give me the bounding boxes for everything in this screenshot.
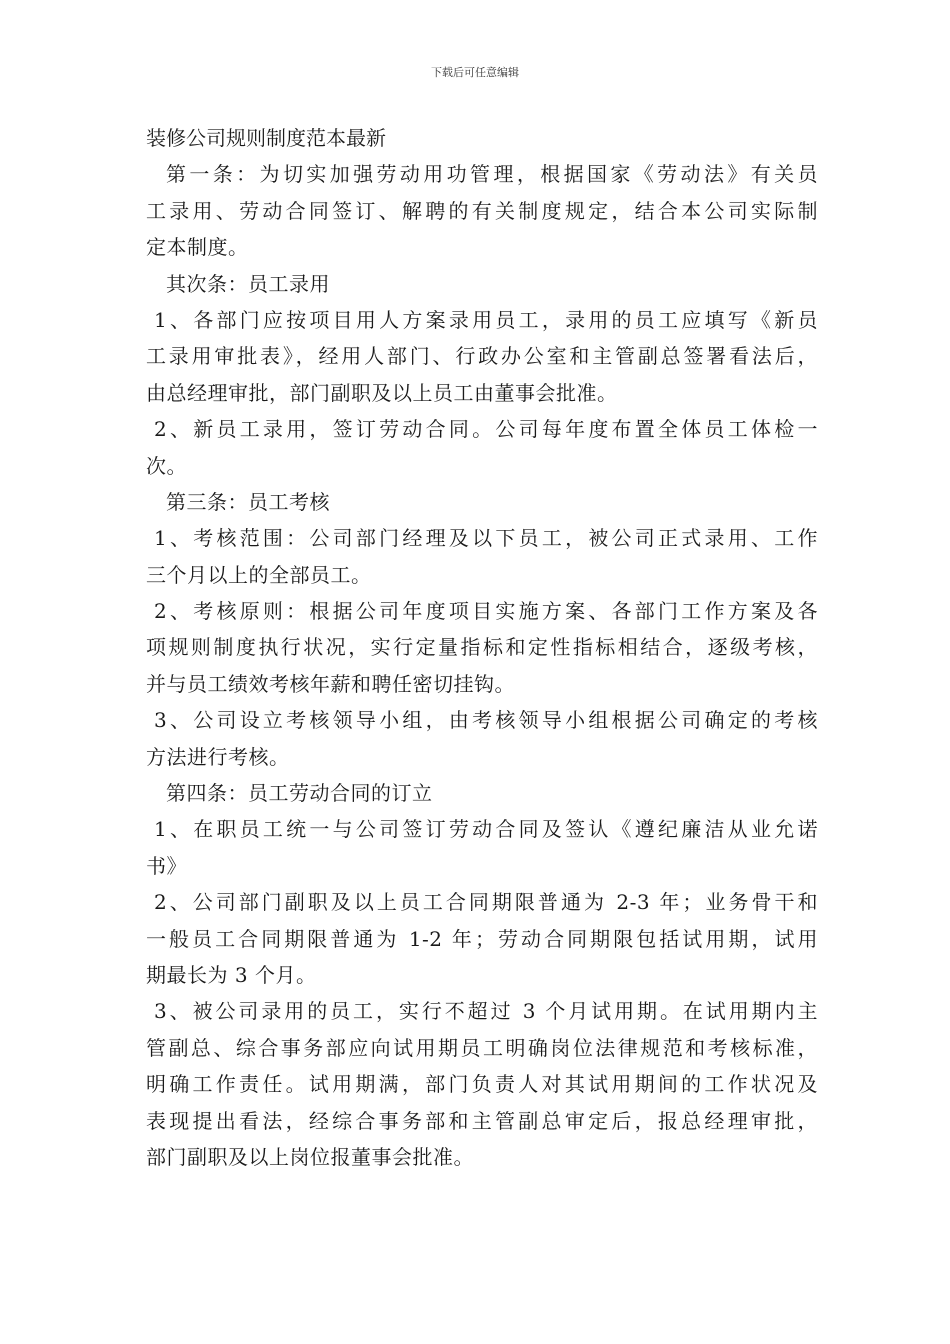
paragraph-line: 其次条：员工录用 (166, 271, 330, 296)
paragraph-line: 第四条：员工劳动合同的订立 (166, 781, 433, 806)
paragraph-line: 明确工作责任。试用期满，部门负责人对其试用期间的工作状况及 (146, 1072, 818, 1097)
document-body (146, 120, 818, 1175)
paragraph-line: 3、被公司录用的员工，实行不超过 3 个月试用期。在试用期内主 (154, 999, 818, 1024)
paragraph-line: 第三条：员工考核 (166, 489, 330, 514)
page-header-note: 下载后可任意编辑 (431, 66, 519, 79)
paragraph-line: 第一条：为切实加强劳动用功管理，根据国家《劳动法》有关员 (166, 162, 818, 187)
paragraph-line: 工录用、劳动合同签订、解聘的有关制度规定，结合本公司实际制 (146, 198, 818, 223)
paragraph-line: 2、公司部门副职及以上员工合同期限普通为 2-3 年；业务骨干和 (154, 890, 818, 915)
paragraph-line: 3、公司设立考核领导小组，由考核领导小组根据公司确定的考核 (154, 708, 818, 733)
paragraph-line: 期最长为 3 个月。 (146, 962, 317, 987)
paragraph-line: 一般员工合同期限普通为 1-2 年；劳动合同期限包括试用期，试用 (146, 926, 818, 951)
paragraph-line: 1、考核范围：公司部门经理及以下员工，被公司正式录用、工作 (154, 526, 818, 551)
paragraph-line: 管副总、综合事务部应向试用期员工明确岗位法律规范和考核标准， (146, 1035, 818, 1060)
paragraph-line: 书》 (146, 853, 187, 878)
paragraph-line: 1、在职员工统一与公司签订劳动合同及签认《遵纪廉洁从业允诺 (154, 817, 818, 842)
paragraph-line: 1、各部门应按项目用人方案录用员工，录用的员工应填写《新员 (154, 307, 818, 332)
paragraph-line: 表现提出看法，经综合事务部和主管副总审定后，报总经理审批， (146, 1108, 818, 1133)
paragraph-line: 次。 (146, 453, 187, 478)
paragraph-line: 2、新员工录用，签订劳动合同。公司每年度布置全体员工体检一 (154, 417, 818, 442)
paragraph-line: 定本制度。 (146, 235, 249, 260)
paragraph-line: 由总经理审批，部门副职及以上员工由董事会批准。 (146, 380, 618, 405)
paragraph-line: 三个月以上的全部员工。 (146, 562, 372, 587)
paragraph-line: 部门副职及以上岗位报董事会批准。 (146, 1144, 474, 1169)
paragraph-line: 项规则制度执行状况，实行定量指标和定性指标相结合，逐级考核， (146, 635, 818, 660)
document-title: 装修公司规则制度范本最新 (146, 126, 386, 150)
paragraph-line: 工录用审批表》，经用人部门、行政办公室和主管副总签署看法后， (146, 344, 818, 369)
paragraph-line: 并与员工绩效考核年薪和聘任密切挂钩。 (146, 671, 515, 696)
paragraph-line: 方法进行考核。 (146, 744, 290, 769)
paragraph-line: 2、考核原则：根据公司年度项目实施方案、各部门工作方案及各 (154, 599, 818, 624)
